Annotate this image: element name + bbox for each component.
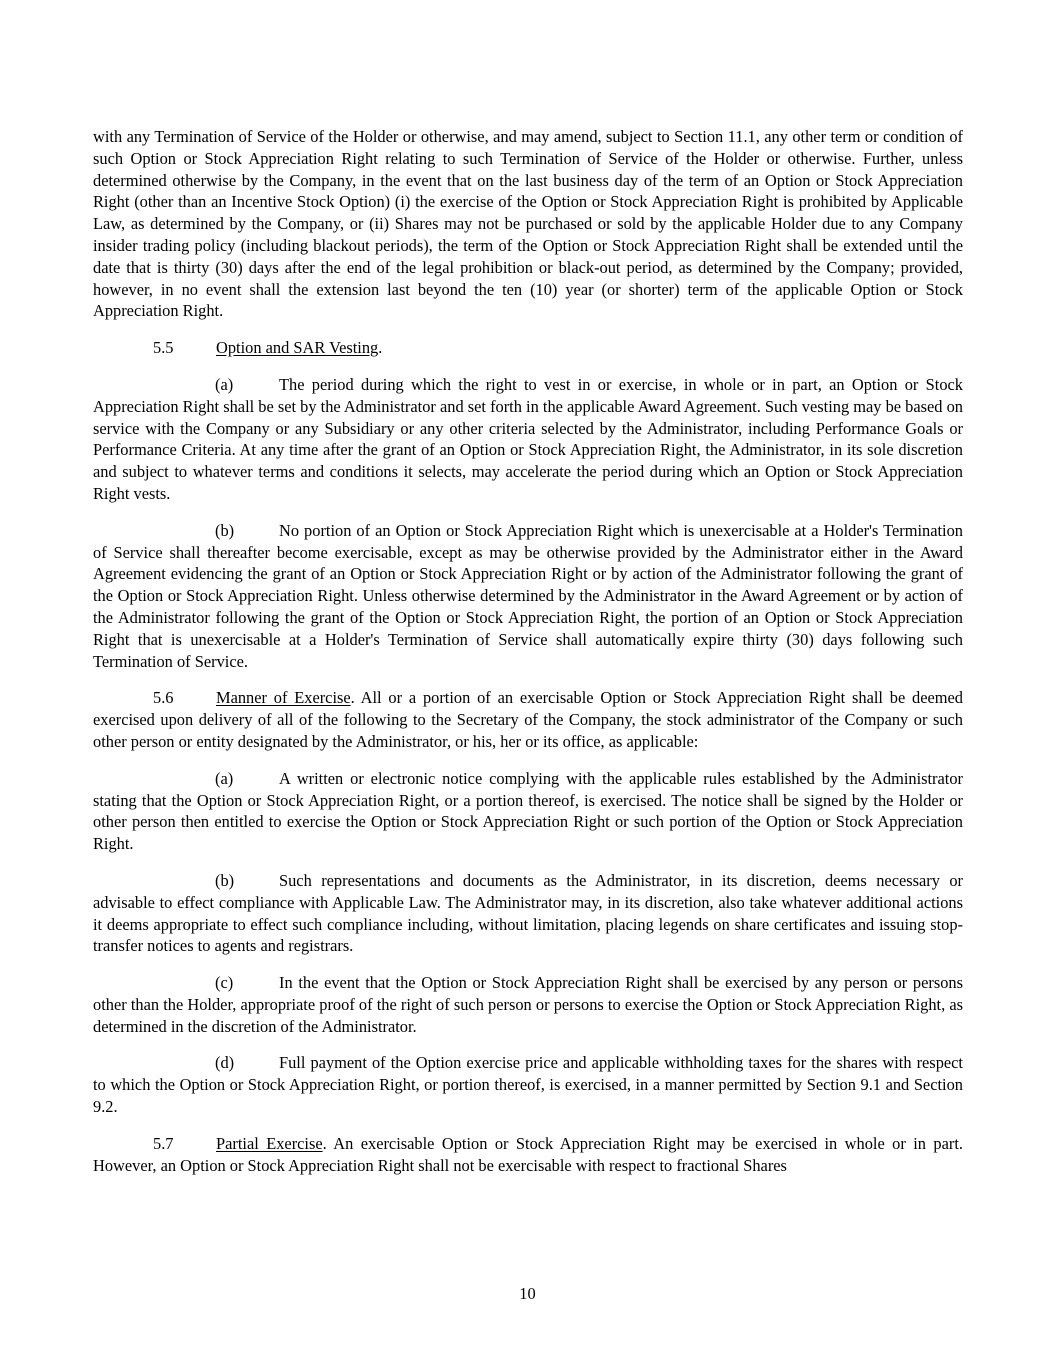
section-5-6-d [93,1052,963,1117]
subsection-text: Full payment of the Option exercise price and applicable withholding taxes for the shares with respect to which the Option or Stock Appreciation Right, or portion thereof, is exercised, in a manner permitted by Section 9.1 and Section 9.2. [93,1053,963,1117]
section-5-6-b [93,870,963,957]
page-number: 10 [519,1284,536,1303]
section-heading: Manner of Exercise [216,688,351,708]
subsection-text: The period during which the right to vest in or exercise, in whole or in part, an Option or Stock Appreciation Right shall be set by the Administrator and set forth in the applicable Award Agreement. Such vesting may be based on service with the Company or any Subsidiary or any other criteria selected by the Administrator, including Performance Goals or Performance Criteria. At any time after the grant of an Option or Stock Appreciation Right, the Administrator, in its sole discretion and subject to whatever terms and conditions it selects, may accelerate the period during which an Option or Stock Appreciation Right vests. [93,374,963,503]
section-5-6-c [93,972,963,1037]
section-number: 5.5 [153,338,174,358]
subsection-label: (b) [215,520,235,540]
section-heading: Option and SAR Vesting [216,338,379,358]
document-body [93,126,963,1191]
subsection-label: (a) [215,374,234,394]
section-text: . All or a portion of an exercisable Option or Stock Appreciation Right shall be deemed exercised upon delivery of all of the following to the Secretary of the Company, the stock administrator of the Company or such other person or entity designated by the Administrator, or his, her or its office, as applicable: [93,688,963,751]
subsection-label: (c) [215,973,234,993]
section-text: . An exercisable Option or Stock Appreciation Right may be exercised in whole or in part. However, an Option or Stock Appreciation Right shall not be exercisable with respect to fractional Shares [93,1133,963,1175]
section-5-5-b [93,520,963,673]
subsection-text: A written or electronic notice complying with the applicable rules established by the Administrator stating that the Option or Stock Appreciation Right, or a portion thereof, is exercised. The notice shall be signed by the Holder or other person then entitled to exercise the Option or Stock Appreciation Right or such portion of the Option or Stock Appreciation Right. [93,768,963,854]
intro-text: with any Termination of Service of the Holder or otherwise, and may amend, subject to Section 11.1, any other term or condition of such Option or Stock Appreciation Right relating to such Termination of Service of the Holder or otherwise. Further, unless determined otherwise by the Company, in the event that on the last business day of the term of an Option or Stock Appreciation Right (other than an Incentive Stock Option) (i) the exercise of the Option or Stock Appreciation Right is prohibited by Applicable Law, as determined by the Company, or (ii) Shares may not be purchased or sold by the applicable Holder due to any Company insider trading policy (including blackout periods), the term of the Option or Stock Appreciation Right shall be extended until the date that is thirty (30) days after the end of the legal prohibition or black-out period, as determined by the Company; provided, however, in no event shall the extension last beyond the ten (10) year (or shorter) term of the applicable Option or Stock Appreciation Right. [93,127,963,321]
intro-paragraph [93,126,963,322]
section-5-6 [93,687,963,752]
section-5-5 [93,337,963,359]
subsection-text: In the event that the Option or Stock Appreciation Right shall be exercised by any person or persons other than the Holder, appropriate proof of the right of such person or persons to exercise the Option or Stock Appreciation Right, as determined in the discretion of the Administrator. [93,973,963,1036]
section-text: . [378,338,383,358]
subsection-label: (d) [215,1053,235,1073]
section-number: 5.6 [153,688,174,708]
subsection-label: (a) [215,768,234,788]
section-5-7 [93,1133,963,1177]
section-5-6-a [93,768,963,855]
section-heading: Partial Exercise [216,1133,323,1153]
subsection-label: (b) [215,870,235,890]
section-number: 5.7 [153,1133,174,1153]
section-5-5-a [93,374,963,505]
subsection-text: Such representations and documents as the Administrator, in its discretion, deems necessary or advisable to effect compliance with Applicable Law. The Administrator may, in its discretion, also take whatever additional actions it deems appropriate to effect such compliance including, without limitation, placing legends on share certificates and issuing stop- transfer notices to agents and registrars. [93,870,963,956]
subsection-text: No portion of an Option or Stock Appreciation Right which is unexercisable at a Holder's Termination of Service shall thereafter become exercisable, except as may be otherwise provided by the Administrator either in the Award Agreement evidencing the grant of an Option or Stock Appreciation Right or by action of the Administrator following the grant of the Option or Stock Appreciation Right. Unless otherwise determined by the Administrator in the Award Agreement or by action of the Administrator following the grant of the Option or Stock Appreciation Right, the portion of an Option or Stock Appreciation Right that is unexercisable at a Holder's Termination of Service shall automatically expire thirty (30) days following such Termination of Service. [93,520,963,671]
